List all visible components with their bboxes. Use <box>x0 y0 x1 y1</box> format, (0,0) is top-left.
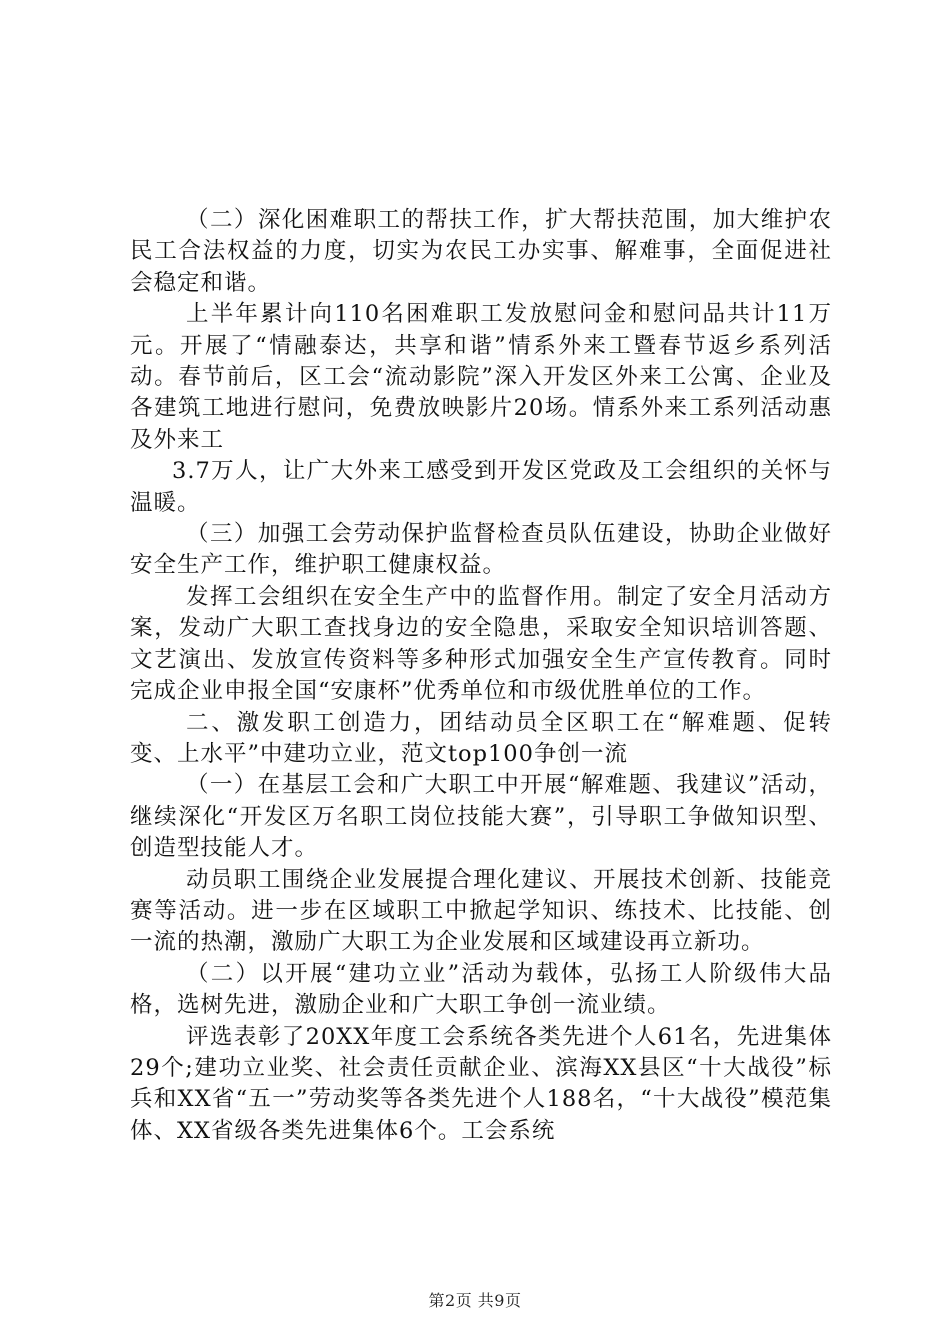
paragraph-innovation: 动员职工围绕企业发展提合理化建议、开展技术创新、技能竞赛等活动。进一步在区域职工中掀起学知识、练技术、比技能、创一流的热潮，激励广大职工为企业发展和区域建设再立新功。 <box>130 866 832 956</box>
paragraph-awards: 评选表彰了20XX年度工会系统各类先进个人61名，先进集体29个;建功立业奖、社会责任贡献企业、滨海XX县区“十大战役”标兵和XX省“五一”劳动奖等各类先进个人188名，“十大战役”模范集体、XX省级各类先进集体6个。工会系统 <box>130 1023 832 1144</box>
paragraph-section-2: （二）深化困难职工的帮扶工作，扩大帮扶范围，加大维护农民工合法权益的力度，切实为农民工办实事、解难事，全面促进社会稳定和谐。 <box>130 207 832 296</box>
paragraph-subsection-1: （一）在基层工会和广大职工中开展“解难题、我建议”活动，继续深化“开发区万名职工岗位技能大赛”，引导职工争做知识型、创造型技能人才。 <box>130 772 832 862</box>
document-body <box>130 205 832 1147</box>
paragraph-relief-stats: 上半年累计向110名困难职工发放慰问金和慰问品共计11万元。开展了“情融泰达，共享和谐”情系外来工暨春节返乡系列活动。春节前后，区工会“流动影院”深入开发区外来工公寓、企业及各建筑工地进行慰问，免费放映影片20场。情系外来工系列活动惠及外来工 <box>130 301 832 453</box>
paragraph-heading-two: 二、激发职工创造力，团结动员全区职工在“解难题、促转变、上水平”中建功立业，范文top100争创一流 <box>130 709 832 767</box>
paragraph-section-3: （三）加强工会劳动保护监督检查员队伍建设，协助企业做好安全生产工作，维护职工健康权益。 <box>130 521 832 579</box>
paragraph-subsection-2: （二）以开展“建功立业”活动为载体，弘扬工人阶级伟大品格，选树先进，激励企业和广大职工争创一流业绩。 <box>130 960 832 1019</box>
paragraph-relief-continued: 3.7万人，让广大外来工感受到开发区党政及工会组织的关怀与温暖。 <box>130 458 832 516</box>
paragraph-safety: 发挥工会组织在安全生产中的监督作用。制定了安全月活动方案，发动广大职工查找身边的安全隐患，采取安全知识培训答题、文艺演出、发放宣传资料等多种形式加强安全生产宣传教育。同时完成企业申报全国“安康杯”优秀单位和市级优胜单位的工作。 <box>130 583 832 705</box>
page-number-footer: 第2页 共9页 <box>428 1291 522 1310</box>
